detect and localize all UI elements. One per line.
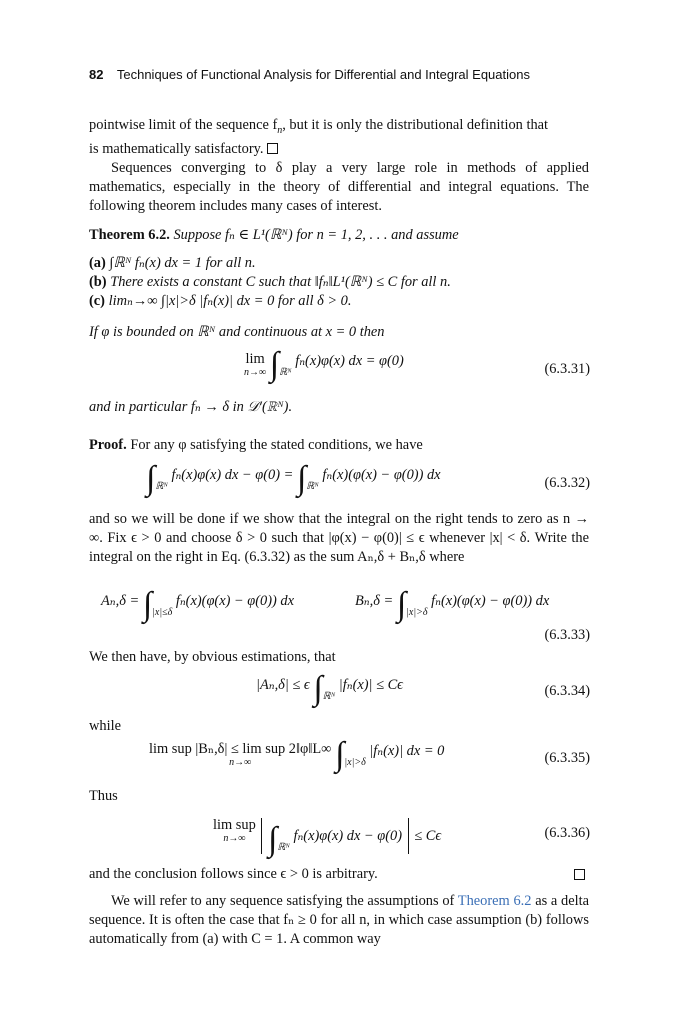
proof-then: We then have, by obvious estimations, that <box>89 649 336 665</box>
equation-6-3-33-b: $B_n,\delta = \int_{|x|>\delta}$ fₙ(x)(φ(x) − φ(0)) dx <box>355 586 550 623</box>
theorem-statement: Theorem 6.2. Suppose fₙ ∈ L¹(ℝᴺ) for n = 1, 2, . . . and assume <box>89 227 459 243</box>
equation-6-3-31: lim n→∞ $\int_{ℝᴺ}$ fₙ(x)φ(x) dx = φ(0) <box>244 346 404 383</box>
integral-sign-icon: ∫ <box>146 460 156 497</box>
theorem-item-a: (a) ∫ℝᴺ fₙ(x) dx = 1 for all n. <box>89 255 256 271</box>
proof-label: Proof. <box>89 437 127 453</box>
paragraph-delta-sequence-definition: We will refer to any sequence satisfying the assumptions of Theorem 6.2 as a delta sequence. It is often the case that fₙ ≥ 0 for all n, in which case assumption (b) follows automatically from (a) with C = 1. A common way <box>89 893 589 947</box>
proof-intro: Proof. For any φ satisfying the stated conditions, we have <box>89 437 423 453</box>
theorem-item-c: (c) limₙ→∞ ∫|x|>δ |fₙ(x)| dx = 0 for all δ > 0. <box>89 293 352 309</box>
theorem-conclusion: and in particular fₙ → δ in 𝒟′(ℝᴺ). <box>89 399 293 415</box>
qed-box-icon <box>267 143 278 154</box>
proof-while: while <box>89 718 121 734</box>
abs-bar-left <box>261 818 262 854</box>
proof-final: and the conclusion follows since ϵ > 0 is arbitrary. <box>89 865 589 884</box>
equation-number: (6.3.36) <box>544 825 590 841</box>
page-number: 82 <box>89 67 104 82</box>
equation-number: (6.3.34) <box>544 683 590 699</box>
integral-sign-icon: ∫ <box>335 736 345 773</box>
running-header <box>89 65 589 85</box>
equation-6-3-32: $\int_{ℝᴺ}$ fₙ(x)φ(x) dx − $\varphi(0) = \int_{ℝᴺ}$ fₙ(x)(φ(x) − φ(0)) dx <box>146 460 441 497</box>
equation-number: (6.3.31) <box>544 361 590 377</box>
integral-sign-icon: ∫ <box>268 821 278 858</box>
equation-6-3-33-a: $A_n,\delta = \int_{|x|\le\delta}$ fₙ(x)(φ(x) − φ(0)) dx <box>101 586 294 623</box>
equation-number: (6.3.32) <box>544 475 590 491</box>
integral-sign-icon: ∫ <box>269 346 280 383</box>
qed-box-icon <box>574 869 585 880</box>
equation-number: (6.3.35) <box>544 750 590 766</box>
abs-bar-right <box>408 818 409 854</box>
integral-sign-icon: ∫ <box>313 670 323 707</box>
theorem-6-2-link[interactable]: Theorem 6.2 <box>457 893 532 909</box>
integral-sign-icon: ∫ <box>142 586 153 623</box>
running-title: Techniques of Functional Analysis for Differential and Integral Equations <box>116 67 530 82</box>
equation-number: (6.3.33) <box>544 627 590 643</box>
theorem-label: Theorem 6.2. <box>89 227 170 243</box>
theorem-condition: If φ is bounded on ℝᴺ and continuous at x = 0 then <box>89 324 385 340</box>
equation-6-3-35: lim sup |Bₙ,δ| ≤ lim sup 2‖φ‖L∞ n→∞ $\int_{|x|>\delta}$ |fₙ(x)| dx = 0 <box>149 736 445 773</box>
proof-paragraph: and so we will be done if we show that the integral on the right tends to zero as n → ∞. Fix ϵ > 0 and choose δ > 0 such that |φ(x) − φ(0)| ≤ ϵ whenever |x| < δ. Write the integral on the right in Eq. (6.3.32) as the sum Aₙ,δ + Bₙ,δ where <box>89 511 589 565</box>
equation-6-3-34: |Aₙ,δ| ≤ ϵ $\int_{ℝᴺ}$ |fₙ(x)| ≤ Cϵ <box>256 670 403 707</box>
theorem-item-b: (b) There exists a constant C such that ‖fₙ‖L¹(ℝᴺ) ≤ C for all n. <box>89 274 451 290</box>
equation-6-3-36: lim sup n→∞ $\int_{ℝᴺ}$ fₙ(x)φ(x) dx − φ(0) ≤ Cϵ <box>213 817 442 858</box>
integral-sign-icon: ∫ <box>396 586 407 623</box>
integral-sign-icon: ∫ <box>296 460 307 497</box>
proof-thus: Thus <box>89 788 118 804</box>
paragraph-continued: pointwise limit of the sequence $f_n$, but it is only the distributional definition that is mathematically satisfactory. <box>89 117 549 157</box>
paragraph-delta-sequences: Sequences converging to δ play a very large role in methods of applied mathematics, especially in the theory of differential and integral equations. The following theorem includes many cases of interest. <box>89 160 589 214</box>
